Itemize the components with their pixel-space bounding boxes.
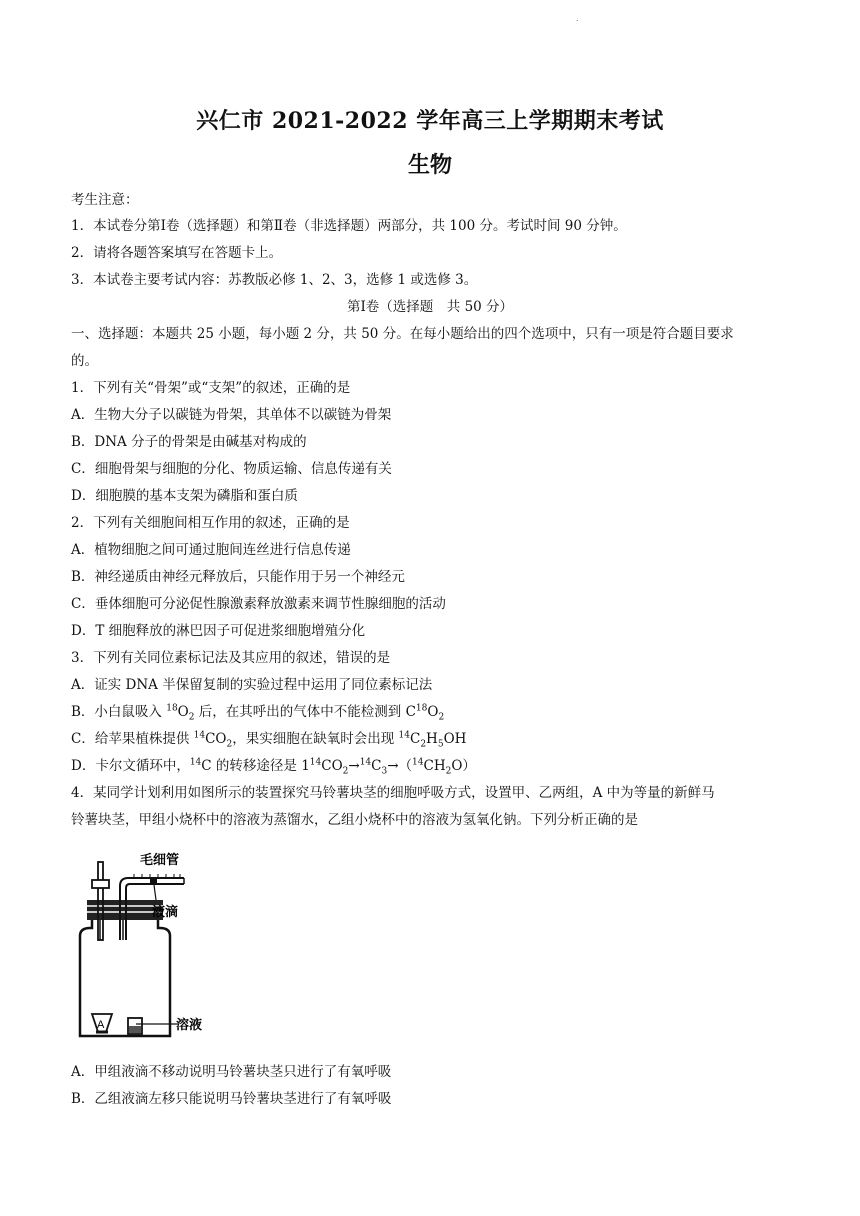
notice-item: 1．本试卷分第Ⅰ卷（选择题）和第Ⅱ卷（非选择题）两部分，共 100 分。考试时间 90 分钟。 xyxy=(71,218,627,234)
droplet-icon xyxy=(150,878,157,884)
question-3-option-b: B．小白鼠吸入 $^{18}O_2$ 后，在其呼出的气体中不能检测到 $C^{18}O_2$ xyxy=(71,703,445,723)
notice-heading: 考生注意： xyxy=(71,192,139,208)
question-3-option-d: D．卡尔文循环中，$^{14}$C 的转移途径是 $1^{14}CO_2\to^{14}C_3\to(^{14}CH_2O)$ xyxy=(71,757,476,777)
notice-item: 2．请将各题答案填写在答题卡上。 xyxy=(71,245,283,261)
header-mark: . xyxy=(576,14,579,23)
question-3-stem: 3．下列有关同位素标记法及其应用的叙述，错误的是 xyxy=(71,650,391,666)
question-2-option-a: A．植物细胞之间可通过胞间连丝进行信息传递 xyxy=(71,542,351,558)
question-2-option-d: D．T 细胞释放的淋巴因子可促进浆细胞增殖分化 xyxy=(71,623,366,639)
question-1-stem: 1．下列有关“骨架”或“支架”的叙述，正确的是 xyxy=(71,380,351,396)
label-solution: 溶液 xyxy=(176,1018,203,1033)
respiration-apparatus-figure xyxy=(70,848,230,1048)
label-droplet: 液滴 xyxy=(152,905,179,920)
question-4-stem-cont: 铃薯块茎，甲组小烧杯中的溶液为蒸馏水，乙组小烧杯中的溶液为氢氧化钠。下列分析正确的是 xyxy=(71,812,638,828)
question-4-option-a: A．甲组液滴不移动说明马铃薯块茎只进行了有氧呼吸 xyxy=(71,1064,392,1080)
question-2-stem: 2．下列有关细胞间相互作用的叙述，正确的是 xyxy=(71,515,350,531)
label-a: A xyxy=(97,1019,105,1031)
exam-title: 兴仁市 2021-2022 学年高三上学期期末考试 xyxy=(196,108,664,134)
notice-item: 3．本试卷主要考试内容：苏教版必修 1、2、3，选修 1 或选修 3。 xyxy=(71,272,478,288)
section-instruction: 一、选择题：本题共 25 小题，每小题 2 分，共 50 分。在每小题给出的四个选项中，只有一项是符合题目要求 xyxy=(71,326,734,342)
question-1-option-a: A．生物大分子以碳链为骨架，其单体不以碳链为骨架 xyxy=(71,407,392,423)
question-1-option-c: C．细胞骨架与细胞的分化、物质运输、信息传递有关 xyxy=(71,461,392,477)
section-instruction-cont: 的。 xyxy=(71,353,98,369)
section-title: 第Ⅰ卷（选择题 共 50 分） xyxy=(346,299,514,315)
question-1-option-b: B．DNA 分子的骨架是由碱基对构成的 xyxy=(71,434,307,450)
exam-subject: 生物 xyxy=(407,152,452,178)
question-1-option-d: D．细胞膜的基本支架为磷脂和蛋白质 xyxy=(71,488,298,504)
label-capillary: 毛细管 xyxy=(140,853,180,868)
question-2-option-b: B．神经递质由神经元释放后，只能作用于另一个神经元 xyxy=(71,569,405,585)
question-4-stem: 4．某同学计划利用如图所示的装置探究马铃薯块茎的细胞呼吸方式，设置甲、乙两组，A 中为等量的新鲜马 xyxy=(71,785,715,801)
question-3-option-a: A．证实 DNA 半保留复制的实验过程中运用了同位素标记法 xyxy=(71,677,433,693)
question-3-option-c: C．给苹果植株提供 $^{14}CO_2$，果实细胞在缺氧时会出现 $^{14}C_2H_5OH$ xyxy=(71,730,467,750)
question-4-option-b: B．乙组液滴左移只能说明马铃薯块茎进行了有氧呼吸 xyxy=(71,1091,392,1107)
question-2-option-c: C．垂体细胞可分泌促性腺激素释放激素来调节性腺细胞的活动 xyxy=(71,596,446,612)
